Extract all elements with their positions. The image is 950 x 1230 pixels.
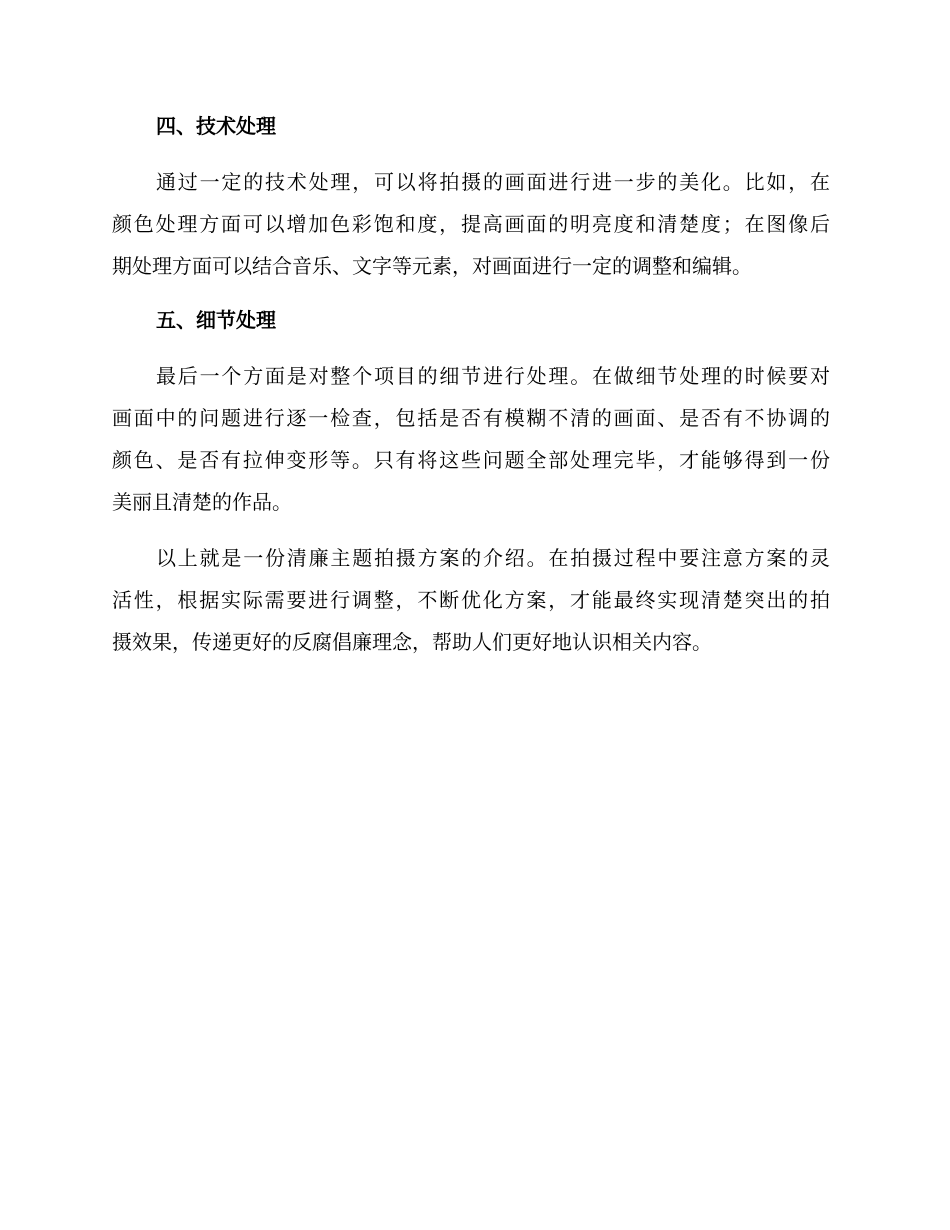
paragraph-line: 期处理方面可以结合音乐、文字等元素，对画面进行一定的调整和编辑。 xyxy=(112,254,752,278)
paragraph-line: 通过一定的技术处理，可以将拍摄的画面进行进一步的美化。比如，在 xyxy=(156,170,830,194)
paragraph-conclusion xyxy=(112,537,830,663)
section-heading-technical: 四、技术处理 xyxy=(156,114,276,138)
paragraph-line: 美丽且清楚的作品。 xyxy=(112,490,292,514)
paragraph-line: 颜色、是否有拉伸变形等。只有将这些问题全部处理完毕，才能够得到一份 xyxy=(112,448,830,472)
paragraph-technical xyxy=(112,161,830,287)
paragraph-line: 最后一个方面是对整个项目的细节进行处理。在做细节处理的时候要对 xyxy=(156,364,830,388)
paragraph-line: 以上就是一份清廉主题拍摄方案的介绍。在拍摄过程中要注意方案的灵 xyxy=(156,546,830,570)
paragraph-line: 画面中的问题进行逐一检查，包括是否有模糊不清的画面、是否有不协调的 xyxy=(112,406,830,430)
paragraph-detail xyxy=(112,355,830,523)
section-heading-detail: 五、细节处理 xyxy=(156,308,276,332)
paragraph-line: 活性，根据实际需要进行调整，不断优化方案，才能最终实现清楚突出的拍 xyxy=(112,588,830,612)
paragraph-line: 颜色处理方面可以增加色彩饱和度，提高画面的明亮度和清楚度；在图像后 xyxy=(112,212,830,236)
paragraph-line: 摄效果，传递更好的反腐倡廉理念，帮助人们更好地认识相关内容。 xyxy=(112,630,712,654)
